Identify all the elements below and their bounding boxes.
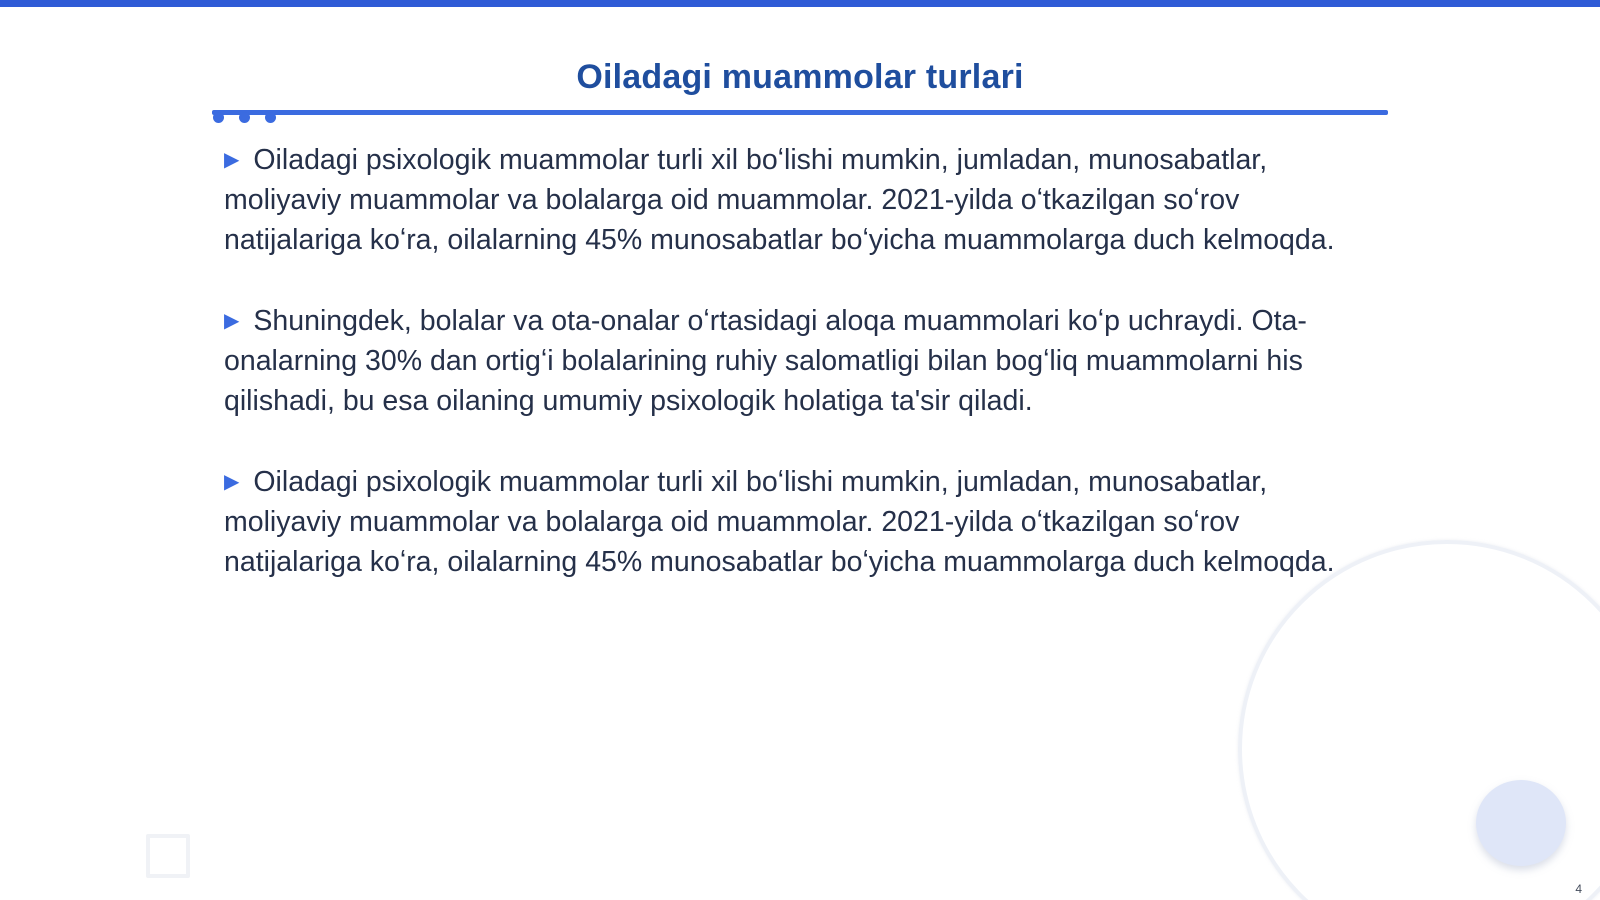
bullet-paragraph [224,462,1374,582]
decorative-dot [265,112,276,123]
triangle-bullet-icon: ▶ [224,149,240,171]
decorative-circle [1476,780,1566,866]
triangle-bullet-icon: ▶ [224,310,240,332]
decorative-dot [239,112,250,123]
bullet-paragraph [224,301,1374,421]
bullet-list [224,140,1374,623]
slide-title: Oiladagi muammolar turlari [576,58,1024,96]
triangle-bullet-icon: ▶ [224,471,240,493]
paragraph-text: Oiladagi psixologik muammolar turli xil boʻlishi mumkin, jumladan, munosabatlar, moliyaviy muammolar va bolalarga oid muammolar. 2021-yilda oʻtkazilgan soʻrov natijalariga koʻra, oilalarning 45% munosabatlar boʻyicha muammolarga duch kelmoqda. [224,144,1335,256]
bullet-paragraph [224,140,1374,260]
paragraph-text: Oiladagi psixologik muammolar turli xil boʻlishi mumkin, jumladan, munosabatlar, moliyaviy muammolar va bolalarga oid muammolar. 2021-yilda oʻtkazilgan soʻrov natijalariga koʻra, oilalarning 45% munosabatlar boʻyicha muammolarga duch kelmoqda. [224,466,1335,578]
decorative-dot [213,112,224,123]
paragraph-text: Shuningdek, bolalar va ota-onalar oʻrtasidagi aloqa muammolari koʻp uchraydi. Ota-onalarning 30% dan ortigʻi bolalarining ruhiy salomatligi bilan bogʻliq muammolarni his qilishadi, bu esa oilaning umumiy psixologik holatiga ta'sir qiladi. [224,305,1307,417]
page-number: 4 [1575,882,1582,896]
title-underline [212,110,1388,115]
decorative-square [146,834,190,878]
top-accent-bar [0,0,1600,7]
